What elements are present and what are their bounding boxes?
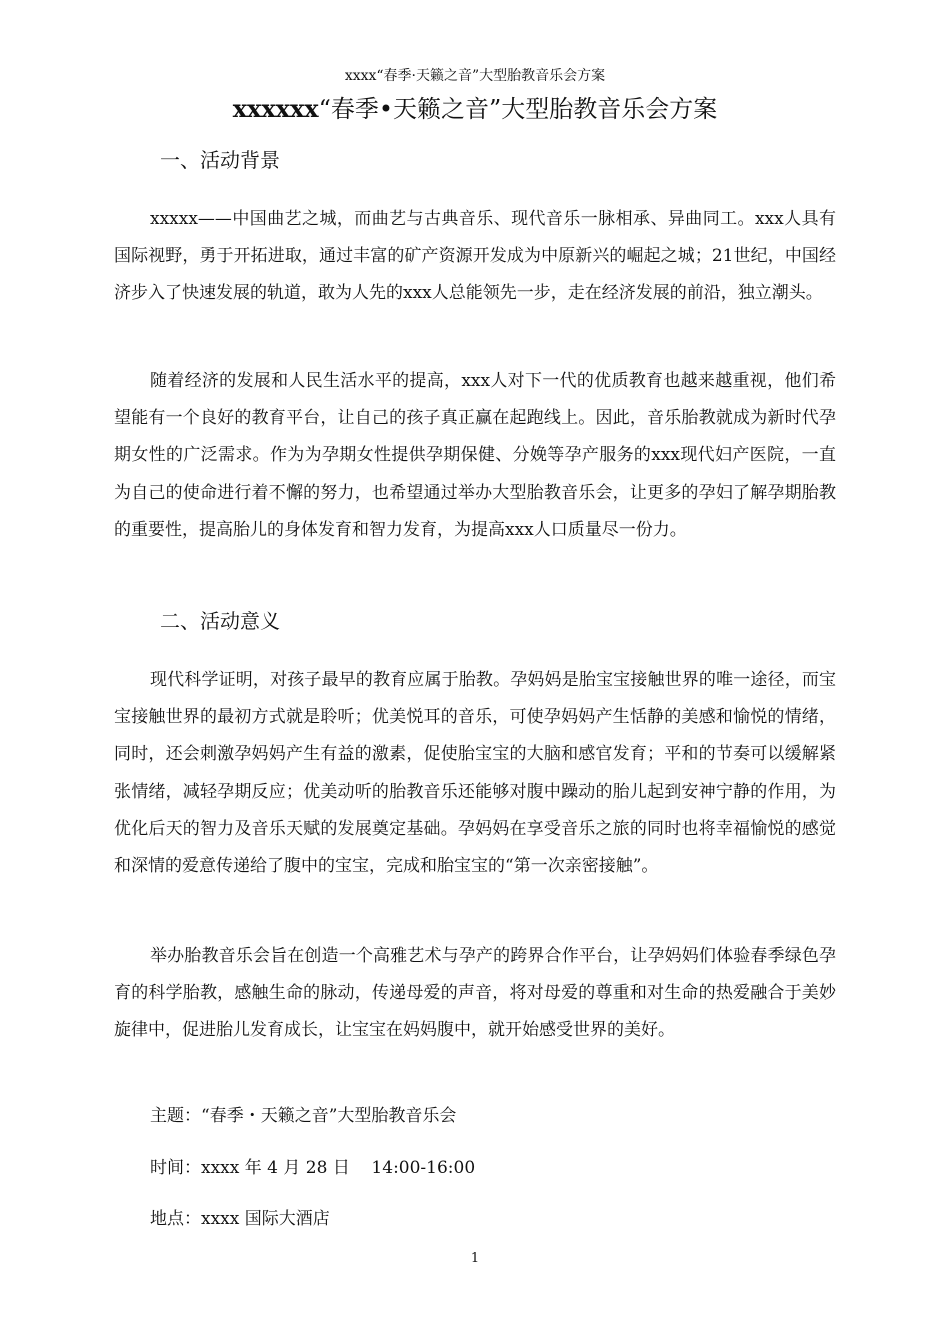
event-location: 地点：xxxx 国际大酒店 (150, 1209, 330, 1229)
running-header: xxxx“春季·天籁之音”大型胎教音乐会方案 (344, 68, 606, 84)
document-title (0, 92, 950, 126)
paragraph-significance-1: 现代科学证明，对孩子最早的教育应属于胎教。孕妈妈是胎宝宝接触世界的唯一途径，而宝宝接触世界的最初方式就是聆听；优美悦耳的音乐，可使孕妈妈产生恬静的美感和愉悦的情绪，同时，还会刺激孕妈妈产生有益的激素，促使胎宝宝的大脑和感官发育；平和的节奏可以缓解紧张情绪，减轻孕期反应；优美动听的胎教音乐还能够对腹中躁动的胎儿起到安神宁静的作用，为优化后天的智力及音乐天赋的发展奠定基础。孕妈妈在享受音乐之旅的同时也将幸福愉悦的感觉和深情的爱意传递给了腹中的宝宝，完成和胎宝宝的“第一次亲密接触”。 (114, 670, 836, 877)
document-title-text: “春季•天籁之音”大型胎教音乐会方案 (318, 95, 718, 123)
paragraph-background-2: 随着经济的发展和人民生活水平的提高，xxx人对下一代的优质教育也越来越重视，他们希望能有一个良好的教育平台，让自己的孩子真正赢在起跑线上。因此，音乐胎教就成为新时代孕期女性的广泛需求。作为为孕期女性提供孕期保健、分娩等孕产服务的xxx现代妇产医院，一直为自己的使命进行着不懈的努力，也希望通过举办大型胎教音乐会，让更多的孕妇了解孕期胎教的重要性，提高胎儿的身体发育和智力发育，为提高xxx人口质量尽一份力。 (114, 371, 836, 540)
event-theme: 主题：“春季・天籁之音”大型胎教音乐会 (150, 1106, 457, 1126)
paragraph-background-1: xxxxx——中国曲艺之城，而曲艺与古典音乐、现代音乐一脉相承、异曲同工。xxx人具有国际视野，勇于开拓进取，通过丰富的矿产资源开发成为中原新兴的崛起之城；21世纪，中国经济步入了快速发展的轨道，敢为人先的xxx人总能领先一步，走在经济发展的前沿，独立潮头。 (114, 209, 836, 304)
section-heading-significance: 二、活动意义 (160, 609, 280, 633)
page-number: 1 (470, 1251, 480, 1266)
document-title-prefix: xxxxxx (232, 94, 319, 123)
section-heading-background: 一、活动背景 (160, 148, 280, 172)
paragraph-significance-2: 举办胎教音乐会旨在创造一个高雅艺术与孕产的跨界合作平台，让孕妈妈们体验春季绿色孕育的科学胎教，感触生命的脉动，传递母爱的声音，将对母爱的尊重和对生命的热爱融合于美妙旋律中，促进胎儿发育成长，让宝宝在妈妈腹中，就开始感受世界的美好。 (114, 946, 836, 1041)
event-time: 时间：xxxx 年 4 月 28 日 14:00-16:00 (150, 1158, 476, 1178)
